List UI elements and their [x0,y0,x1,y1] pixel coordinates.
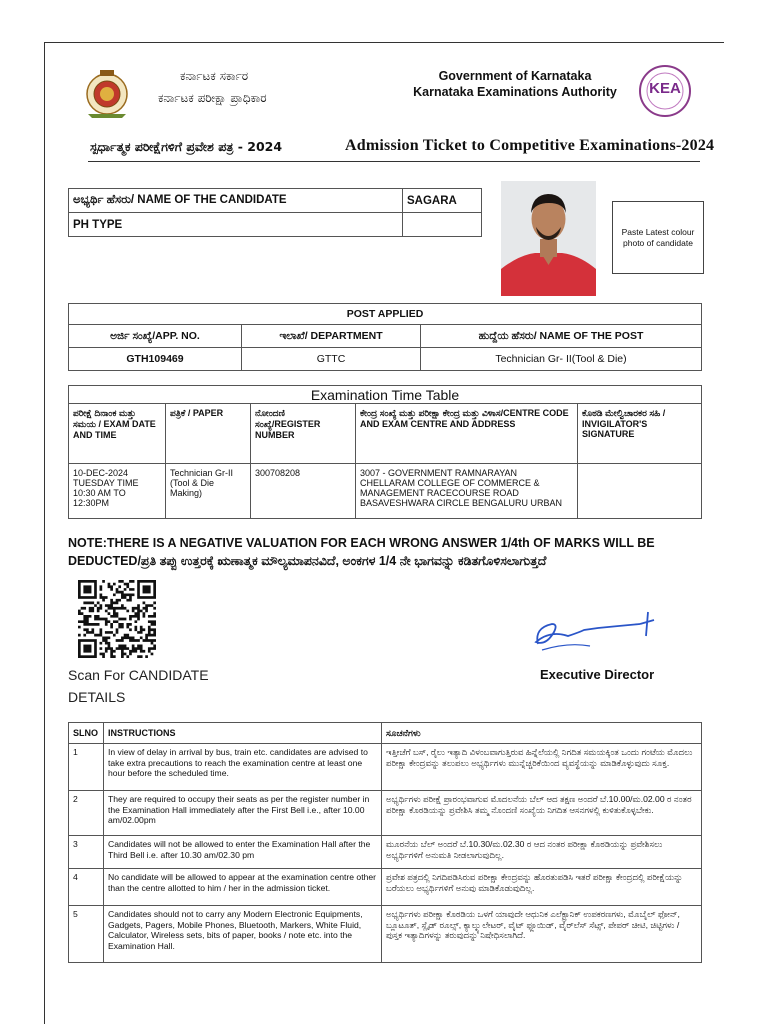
table-row [69,348,702,371]
department-value: GTTC [242,348,421,371]
instruction-en: They are required to occupy their seats as per the register number in the Examination Hall immediately after the First Bell i.e., after 10.00 am/02.00pm [104,791,382,836]
department-header: ಇಲಾಖೆ/ DEPARTMENT [242,325,421,348]
table-row [69,869,702,906]
table-row [69,906,702,963]
kea-logo-text: KEA [649,80,681,97]
slno-header: SLNO [69,723,104,744]
instruction-slno: 5 [69,906,104,963]
table-row [69,325,702,348]
instruction-kn: ಇತ್ತೀಚೆಗೆ ಬಸ್, ರೈಲು ಇತ್ಯಾದಿ ವಿಳಂಬವಾಗುತ್ತಿರುವ ಹಿನ್ನೆಲೆಯಲ್ಲಿ ನಿಗದಿತ ಸಮಯಕ್ಕಿಂತ ಒಂದು ಗಂಟೆಯ ಮೊದಲು ಪರೀಕ್ಷಾ ಕೇಂದ್ರವನ್ನು ತಲುಪಲು ಅಭ್ಯರ್ಥಿಗಳು ಮುನ್ನೆಚ್ಚರಿಕೆಯಿಂದ ವ್ಯವಸ್ಥೆಯನ್ನು ಮಾಡಿಕೊಳ್ಳುವುದು ಸೂಕ್ತ. [382,744,702,791]
en-kea-name: Karnataka Examinations Authority [413,85,617,99]
table-row [69,213,482,237]
app-no-header: ಅರ್ಜಿ ಸಂಖ್ಯೆ/APP. NO. [69,325,242,348]
instruction-slno: 3 [69,836,104,869]
instruction-slno: 4 [69,869,104,906]
instruction-en: No candidate will be allowed to appear at the examination centre other than the centre allotted to him / her in the admission ticket. [104,869,382,906]
instruction-slno: 2 [69,791,104,836]
kn-govt-name: ಕರ್ನಾಟಕ ಸರ್ಕಾರ [180,69,249,83]
app-no-value: GTH109469 [69,348,242,371]
post-applied-table [68,303,702,371]
candidate-photo [501,181,596,296]
instruction-en: Candidates should not to carry any Modern Electronic Equipments, Gadgets, Pagers, Mobile Phones, Bluetooth, Markers, White Fluid, Calculator, Wireless sets, bits of paper, books / note etc. into the Examination Hall. [104,906,382,963]
qr-finder [143,585,151,593]
post-name-value: Technician Gr- II(Tool & Die) [421,348,702,371]
table-row [69,791,702,836]
page-border-top [44,42,724,43]
centre-header: ಕೇಂದ್ರ ಸಂಖ್ಯೆ ಮತ್ತು ಪರೀಕ್ಷಾ ಕೇಂದ್ರ ಮತ್ತು ವಿಳಾಸ/CENTRE CODE AND EXAM CENTRE AND ADDRESS [356,404,578,464]
candidate-name-label: ಅಭ್ಯರ್ಥಿ ಹೆಸರು/ NAME OF THE CANDIDATE [69,189,403,213]
qr-caption: Scan For CANDIDATE DETAILS [68,667,209,705]
qr-finder [83,585,91,593]
instructions-table [68,722,702,963]
instruction-kn: ಪ್ರವೇಶ ಪತ್ರದಲ್ಲಿ ನಿಗದಿಪಡಿಸಿರುವ ಪರೀಕ್ಷಾ ಕೇಂದ್ರವನ್ನು ಹೊರತುಪಡಿಸಿ ಇತರೆ ಪರೀಕ್ಷಾ ಕೇಂದ್ರದಲ್ಲಿ ಪರೀಕ್ಷೆಯನ್ನು ಬರೆಯಲು ಅಭ್ಯರ್ಥಿಗಳಿಗೆ ಅನುವು ಮಾಡಿಕೊಡುವುದಿಲ್ಲ. [382,869,702,906]
en-govt-name: Government of Karnataka [438,69,592,83]
table-row [69,836,702,869]
register-number-header: ನೋಂದಣಿ ಸಂಖ್ಯೆ/REGISTER NUMBER [251,404,356,464]
candidate-table [68,188,482,237]
kn-ticket-title: ಸ್ಪರ್ಧಾತ್ಮಕ ಪರೀಕ್ಷೆಗಳಿಗೆ ಪ್ರವೇಶ ಪತ್ರ - 2024 [90,139,283,154]
instruction-slno: 1 [69,744,104,791]
candidate-photo-icon [501,181,596,296]
qr-finder [83,645,91,653]
executive-director-label: Executive Director [540,667,655,682]
signature-icon [528,606,668,658]
instruction-en: In view of delay in arrival by bus, train etc. candidates are advised to take extra precautions to reach the examination centre at least one hour before the scheduled time. [104,744,382,791]
qr-code-icon [78,580,158,658]
title-underline [88,161,700,162]
en-ticket-title: Admission Ticket to Competitive Examinations-2024 [345,137,715,154]
negative-valuation-note: NOTE:THERE IS A NEGATIVE VALUATION FOR EACH WRONG ANSWER 1/4th OF MARKS WILL BE DEDUCTED/ಪ್ರತಿ ತಪ್ಪು ಉತ್ತರಕ್ಕೆ ಋಣಾತ್ಮಕ ಮೌಲ್ಯಮಾಪನವಿದೆ, ಅಂಕಗಳ 1/4 ನೇ ಭಾಗವನ್ನು ಕಡಿತಗೊಳಿಸಲಾಗುತ್ತದೆ [68,536,655,568]
table-row [69,189,482,213]
invigilator-signature [578,464,702,519]
instructions-kn-header: ಸೂಚನೆಗಳು [382,723,702,744]
centre-value: 3007 - GOVERNMENT RAMNARAYAN CHELLARAM COLLEGE OF COMMERCE & MANAGEMENT RACECOURSE ROAD BASAVESHWARA CIRCLE BENGALURU URBAN [356,464,578,519]
exam-date-header: ಪರೀಕ್ಷೆ ದಿನಾಂಕ ಮತ್ತು ಸಮಯ / EXAM DATE AND TIME [69,404,166,464]
table-row [69,304,702,325]
exam-timetable [68,385,702,519]
instruction-kn: ಮೂರನೆಯ ಬೆಲ್ ಅಂದರೆ ಬೆ.10.30/ಮ.02.30 ರ ಆದ ನಂತರ ಪರೀಕ್ಷಾ ಕೊಠಡಿಯನ್ನು ಪ್ರವೇಶಿಸಲು ಅಭ್ಯರ್ಥಿಗಳಿಗೆ ಅನುಮತಿ ನೀಡಲಾಗುವುದಿಲ್ಲ. [382,836,702,869]
register-number-value: 300708208 [251,464,356,519]
instructions-en-header: INSTRUCTIONS [104,723,382,744]
paste-photo-box: Paste Latest colour photo of candidate [612,201,704,274]
table-row [69,464,702,519]
instruction-en: Candidates will not be allowed to enter the Examination Hall after the Third Bell i.e. after 10.30 am/02.30 pm [104,836,382,869]
kn-kea-name: ಕರ್ನಾಟಕ ಪರೀಕ್ಷಾ ಪ್ರಾಧಿಕಾರ [158,91,267,105]
table-row [69,723,702,744]
timetable-title: Examination Time Table [69,386,702,404]
table-row [69,386,702,404]
instruction-kn: ಅಭ್ಯರ್ಥಿಗಳು ಪರೀಕ್ಷಾ ಕೊಠಡಿಯ ಒಳಗೆ ಯಾವುದೇ ಆಧುನಿಕ ಎಲೆಕ್ಟ್ರಾನಿಕ್ ಉಪಕರಣಗಳು, ಮೊಬೈಲ್ ಫೋನ್, ಬ್ಲೂಟೂತ್, ಸ್ಲೈಡ್ ರೂಲ್ಸ್, ಕ್ಯಾಲ್ಕ್ಯುಲೇಟರ್, ವೈಟ್ ಫ್ಲೂಯಿಡ್, ವೈರ್‌ಲೆಸ್ ಸೆಟ್ಸ್, ಪೇಪರ್ ಚೀಟಿ, ಚಿಟ್ಟಿಗಳು / ಪುಸ್ತಕ ಇತ್ಯಾದಿಗಳನ್ನು ತರುವುದನ್ನು ನಿಷೇಧಿಸಲಾಗಿದೆ. [382,906,702,963]
karnataka-emblem-icon [78,66,136,120]
exam-date-value: 10-DEC-2024 TUESDAY TIME 10:30 AM TO 12:30PM [69,464,166,519]
ph-type-label: PH TYPE [69,213,403,237]
candidate-name-value: SAGARA [403,189,482,213]
invigilator-header: ಕೊಠಡಿ ಮೇಲ್ವಿಚಾರಕರ ಸಹಿ / INVIGILATOR'S SIGNATURE [578,404,702,464]
page-border-left [44,42,45,1024]
table-row [69,404,702,464]
instruction-kn: ಅಭ್ಯರ್ಥಿಗಳು ಪರೀಕ್ಷೆ ಪ್ರಾರಂಭವಾಗುವ ಮೊದಲನೆಯ ಬೆಲ್ ಆದ ತಕ್ಷಣ ಅಂದರೆ ಬೆ.10.00/ಮ.02.00 ರ ನಂತರ ಪರೀಕ್ಷಾ ಕೊಠಡಿಯನ್ನು ಪ್ರವೇಶಿಸಿ ತಮ್ಮ ನೊಂದಣಿ ಸಂಖ್ಯೆಯ ನಿಗದಿತ ಆಸನಗಳಲ್ಲಿ ಕುಳಿತುಕೊಳ್ಳಬೇಕು. [382,791,702,836]
post-applied-title: POST APPLIED [69,304,702,325]
paper-value: Technician Gr-II (Tool & Die Making) [166,464,251,519]
post-name-header: ಹುದ್ದೆಯ ಹೆಸರು/ NAME OF THE POST [421,325,702,348]
paper-header: ಪತ್ರಿಕೆ / PAPER [166,404,251,464]
table-row [69,744,702,791]
ph-type-value [403,213,482,237]
